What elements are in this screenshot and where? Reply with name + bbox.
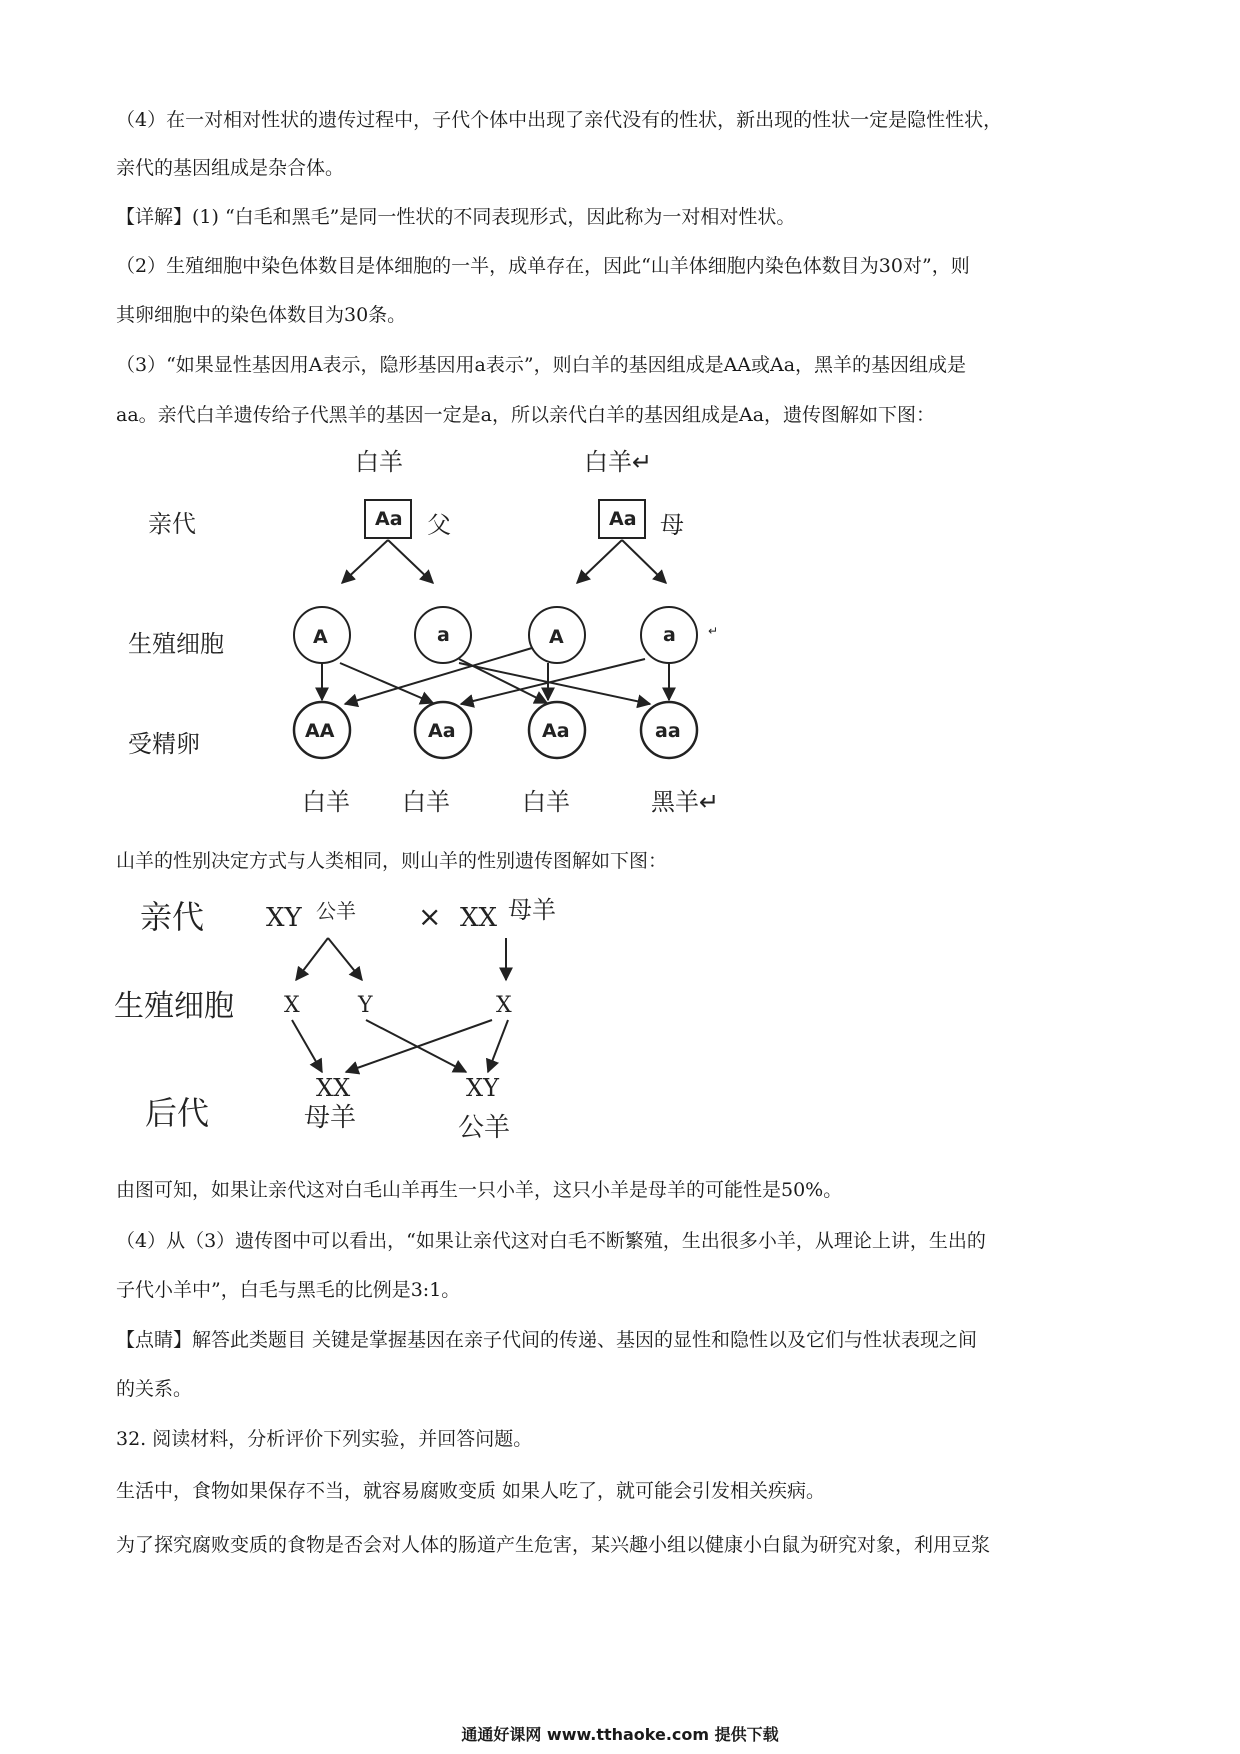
father-sex-label: 父 [427,511,451,539]
gamete-Y-male: Y [358,993,373,1018]
paragraph-1: （4）在一对相对性状的遗传过程中，子代个体中出现了亲代没有的性状，新出现的性状一定是隐性性状， [116,109,1003,131]
arrow-femaleX-to-XY [488,1020,508,1072]
paragraph-5: 其卵细胞中的染色体数目为30条。 [116,304,407,326]
offspring-male-label: 公羊 [458,1113,511,1143]
row-label-parents-2: 亲代 [140,898,205,936]
arrow-Y-to-XY [366,1020,466,1072]
paragraph-after-8: 为了探究腐败变质的食物是否会对人体的肠道产生危害，某兴趣小组以健康小白鼠为研究对象，利用豆浆 [116,1534,991,1556]
paragraph-4: （2）生殖细胞中染色体数目是体细胞的一半，成单存在，因此“山羊体细胞内染色体数目为30对”，则 [116,255,970,277]
arrow-a1-to-Aa2 [459,659,547,703]
parent-father-phenotype: 白羊 [355,448,403,476]
page-footer: 通通好课网 www.tthaoke.com 提供下载 [461,1725,779,1744]
coat-color-inheritance-diagram [128,448,719,816]
gamete-A-father: A [313,626,328,648]
arrow-male-to-X [296,938,328,980]
zygote-AA: AA [305,720,335,742]
gamete-X-female: X [496,993,512,1018]
gamete-circle-A-mother [529,607,585,663]
zygote-Aa-1: Aa [428,720,456,742]
arrow-A2-to-AA [345,648,532,704]
arrow-father-to-A [342,540,388,583]
row-label-gametes-2: 生殖细胞 [114,989,234,1024]
gamete-return-mark: ↵ [708,624,719,638]
zygote-circle-Aa-1 [415,702,471,758]
cross-symbol: × [418,900,442,933]
zygote-circle-AA [294,702,350,758]
female-genotype: XX [460,903,498,933]
gamete-A-mother: A [549,626,564,648]
row-label-offspring-2: 后代 [145,1094,210,1132]
parent-mother-phenotype: 白羊↵ [584,448,653,476]
gamete-a-father: a [437,624,450,646]
paragraph-after-4: 【点睛】解答此类题目 关键是掌握基因在亲子代间的传递、基因的显性和隐性以及它们与性状表现之间 [116,1329,978,1351]
paragraph-after-7: 生活中，食物如果保存不当，就容易腐败变质 如果人吃了，就可能会引发相关疾病。 [116,1480,826,1502]
female-label: 母羊 [508,896,556,924]
gamete-circle-a-mother [641,607,697,663]
offspring-XX: XX [316,1074,351,1102]
arrow-a1-to-aa [459,663,650,704]
paragraph-7: aa。亲代白羊遗传给子代黑羊的基因一定是a，所以亲代白羊的基因组成是Aa，遗传图解如下图： [116,404,936,426]
paragraph-after-3: 子代小羊中”，白毛与黑毛的比例是3:1。 [116,1279,461,1301]
male-genotype: XY [266,903,302,933]
offspring-XY: XY [466,1074,499,1102]
paragraph-between: 山羊的性别决定方式与人类相同，则山羊的性别遗传图解如下图： [116,850,668,872]
zygote-circle-aa [641,702,697,758]
father-genotype-box [365,500,411,538]
arrow-father-to-a [388,540,433,583]
offspring-phenotype-4: 黑羊↵ [651,788,720,816]
row-label-gametes: 生殖细胞 [128,630,224,658]
mother-genotype-box [599,500,645,538]
question-32-heading: 32. 阅读材料，分析评价下列实验，并回答问题。 [116,1428,533,1450]
arrow-a2-to-Aa1 [461,659,645,704]
arrow-mother-to-a [622,540,666,583]
arrow-X-to-XX [292,1020,322,1072]
paragraph-3: 【详解】(1) “白毛和黑毛”是同一性状的不同表现形式，因此称为一对相对性状。 [116,206,796,228]
gamete-circle-A-father [294,607,350,663]
row-label-parents: 亲代 [148,510,196,538]
zygote-aa: aa [655,720,681,742]
row-label-zygotes: 受精卵 [128,730,200,758]
paragraph-6: （3）“如果显性基因用A表示，隐形基因用a表示”，则白羊的基因组成是AA或Aa，黑羊的基因组成是 [116,354,967,376]
offspring-phenotype-1: 白羊 [302,788,350,816]
gamete-X-male: X [284,993,300,1018]
father-genotype: Aa [375,508,403,530]
mother-sex-label: 母 [660,511,684,539]
arrow-male-to-Y [328,938,362,980]
mother-genotype: Aa [609,508,637,530]
paragraph-2: 亲代的基因组成是杂合体。 [116,157,345,179]
zygote-circle-Aa-2 [529,702,585,758]
zygote-Aa-2: Aa [542,720,570,742]
paragraph-after-2: （4）从（3）遗传图中可以看出，“如果让亲代这对白毛不断繁殖，生出很多小羊，从理论上讲，生出的 [116,1230,986,1252]
offspring-female-label: 母羊 [304,1103,357,1133]
gamete-circle-a-father [415,607,471,663]
arrow-femaleX-to-XX [346,1020,492,1072]
arrow-mother-to-A [577,540,622,583]
offspring-phenotype-2: 白羊 [402,788,450,816]
arrow-A1-to-Aa1 [340,663,433,703]
offspring-phenotype-3: 白羊 [522,788,570,816]
sex-determination-diagram [114,896,556,1143]
paragraph-after-5: 的关系。 [116,1378,193,1400]
male-label: 公羊 [316,899,356,923]
paragraph-after-1: 由图可知，如果让亲代这对白毛山羊再生一只小羊，这只小羊是母羊的可能性是50%。 [116,1179,843,1201]
gamete-a-mother: a [663,624,676,646]
